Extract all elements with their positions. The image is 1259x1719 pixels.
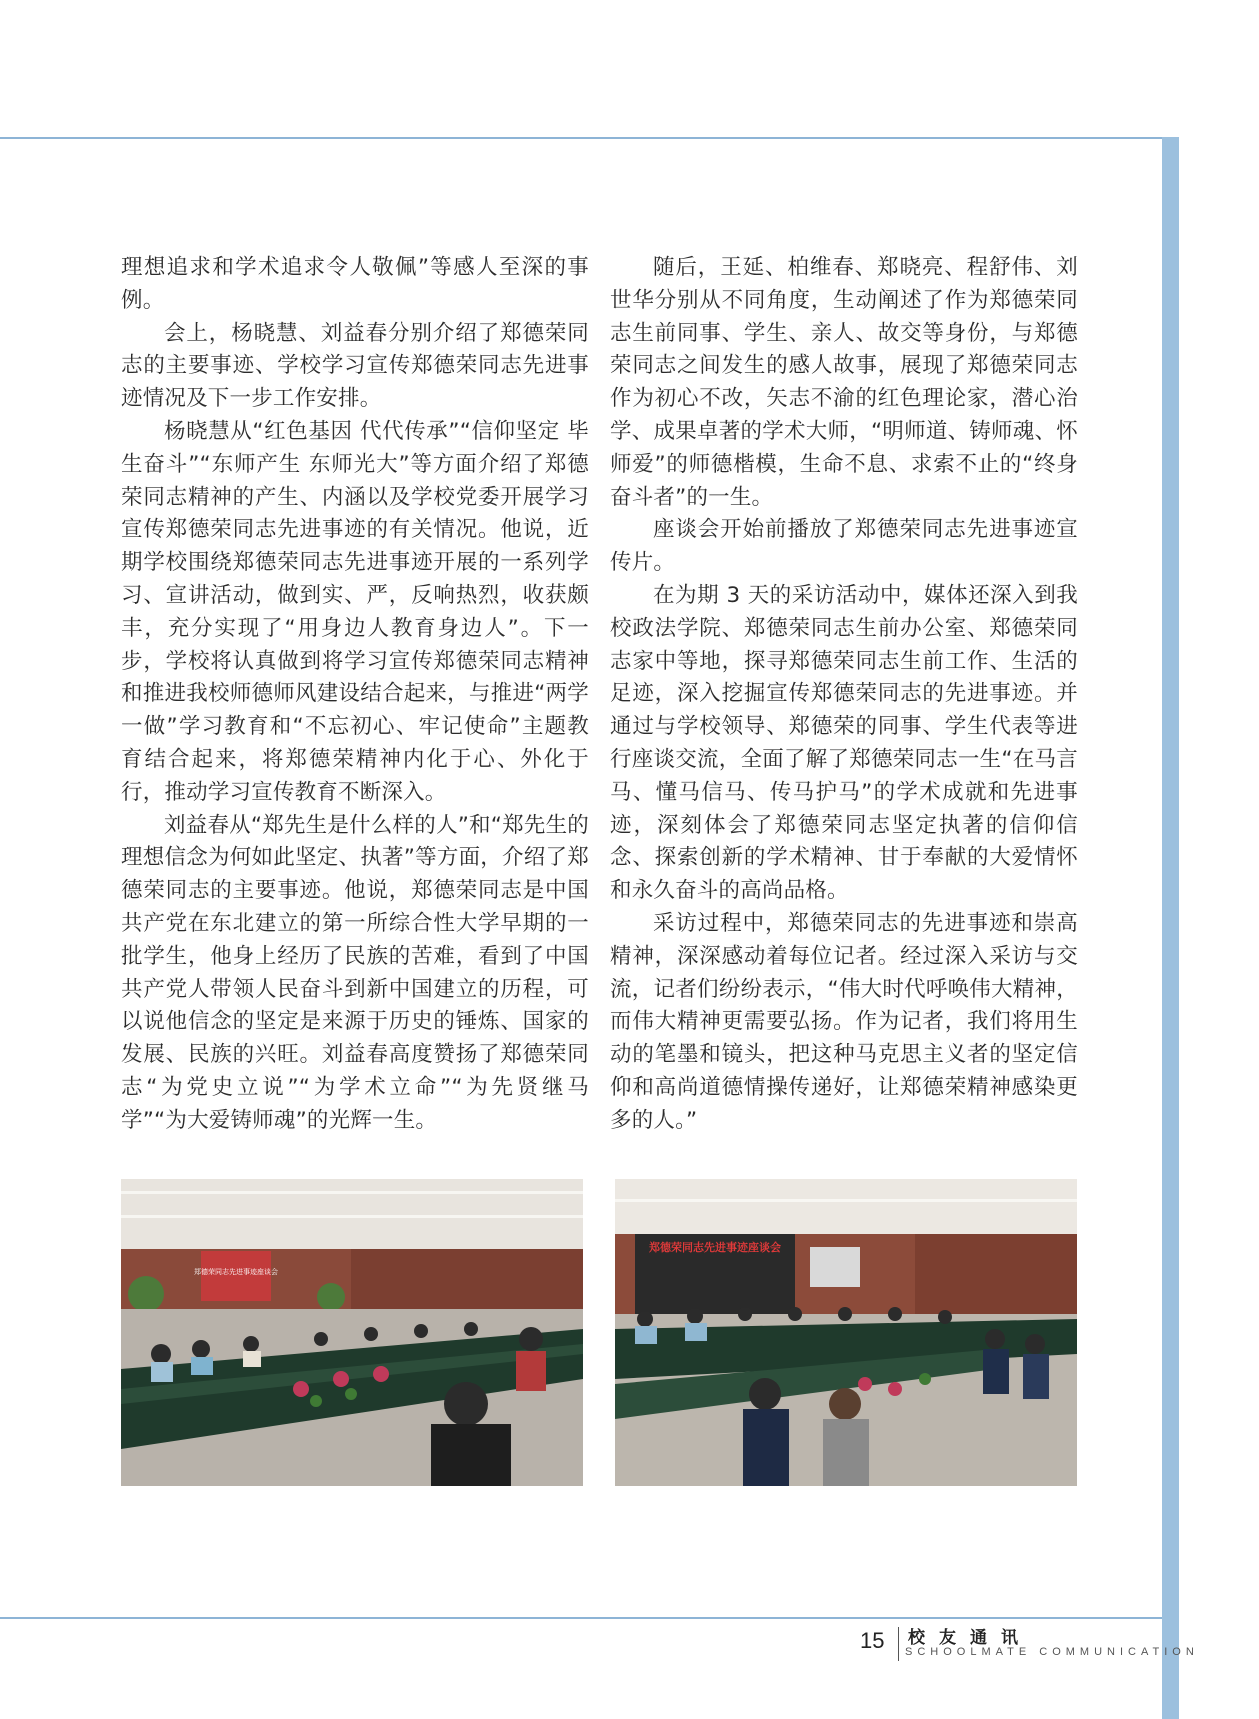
left-column bbox=[121, 252, 589, 1138]
footer-divider bbox=[898, 1627, 899, 1661]
right-column bbox=[610, 252, 1078, 1138]
side-accent-bar bbox=[1162, 137, 1179, 1719]
conference-room-photo-right bbox=[615, 1179, 1077, 1486]
paragraph: 会上，杨晓慧、刘益春分别介绍了郑德荣同志的主要事迹、学校学习宣传郑德荣同志先进事迹情况及下一步工作安排。 bbox=[121, 320, 589, 412]
magazine-title: 校友通讯 bbox=[908, 1628, 1032, 1648]
conference-room-photo-left bbox=[121, 1179, 583, 1486]
paragraph: 在为期 3 天的采访活动中，媒体还深入到我校政法学院、郑德荣同志生前办公室、郑德荣同志家中等地，探寻郑德荣同志生前工作、生活的足迹，深入挖掘宣传郑德荣同志的先进事迹。并通过与学校领导、郑德荣的同事、学生代表等进行座谈交流，全面了解了郑德荣同志一生“在马言马、懂马信马、传马护马”的学术成就和先进事迹，深刻体会了郑德荣同志坚定执著的信仰信念、探索创新的学术精神、甘于奉献的大爱情怀和永久奋斗的高尚品格。 bbox=[610, 582, 1078, 904]
banner-caption: 郑德荣同志先进事迹座谈会 bbox=[649, 1241, 781, 1254]
magazine-subtitle: SCHOOLMATE COMMUNICATION bbox=[905, 1646, 1199, 1658]
paragraph: 座谈会开始前播放了郑德荣同志先进事迹宣传片。 bbox=[610, 517, 1078, 576]
footer-rule bbox=[0, 1617, 1162, 1619]
page-number: 15 bbox=[860, 1628, 885, 1653]
paragraph: 采访过程中，郑德荣同志的先进事迹和崇高精神，深深感动着每位记者。经过深入采访与交流，记者们纷纷表示，“伟大时代呼唤伟大精神，而伟大精神更需要弘扬。作为记者，我们将用生动的笔墨和镜头，把这种马克思主义者的坚定信仰和高尚道德情操传递好，让郑德荣精神感染更多的人。” bbox=[610, 910, 1078, 1133]
header-rule bbox=[0, 137, 1162, 139]
paragraph: 随后，王延、柏维春、郑晓亮、程舒伟、刘世华分别从不同角度，生动阐述了作为郑德荣同志生前同事、学生、亲人、故交等身份，与郑德荣同志之间发生的感人故事，展现了郑德荣同志作为初心不改，矢志不渝的红色理论家，潜心治学、成果卓著的学术大师，“明师道、铸师魂、怀师爱”的师德楷模，生命不息、求索不止的“终身奋斗者”的一生。 bbox=[610, 255, 1078, 510]
paragraph: 杨晓慧从“红色基因 代代传承”“信仰坚定 毕生奋斗”“东师产生 东师光大”等方面介绍了郑德荣同志精神的产生、内涵以及学校党委开展学习宣传郑德荣同志先进事迹的有关情况。他说，近期学校围绕郑德荣同志先进事迹开展的一系列学习、宣讲活动，做到实、严，反响热烈，收获颇丰，充分实现了“用身边人教育身边人”。下一步，学校将认真做到将学习宣传郑德荣同志精神和推进我校师德师风建设结合起来，与推进“两学一做”学习教育和“不忘初心、牢记使命”主题教育结合起来，将郑德荣精神内化于心、外化于行，推动学习宣传教育不断深入。 bbox=[121, 418, 589, 805]
photo-meeting-right bbox=[615, 1179, 1077, 1486]
paragraph: 刘益春从“郑先生是什么样的人”和“郑先生的理想信念为何如此坚定、执著”等方面，介绍了郑德荣同志的主要事迹。他说，郑德荣同志是中国共产党在东北建立的第一所综合性大学早期的一批学生，他身上经历了民族的苦难，看到了中国共产党人带领人民奋斗到新中国建立的历程，可以说他信念的坚定是来源于历史的锤炼、国家的发展、民族的兴旺。刘益春高度赞扬了郑德荣同志“为党史立说”“为学术立命”“为先贤继马学”“为大爱铸师魂”的光辉一生。 bbox=[121, 812, 589, 1133]
screen-caption: 郑德荣同志先进事迹座谈会 bbox=[194, 1268, 278, 1276]
paragraph: 理想追求和学术追求令人敬佩”等感人至深的事例。 bbox=[121, 255, 589, 313]
photo-meeting-left bbox=[121, 1179, 583, 1486]
